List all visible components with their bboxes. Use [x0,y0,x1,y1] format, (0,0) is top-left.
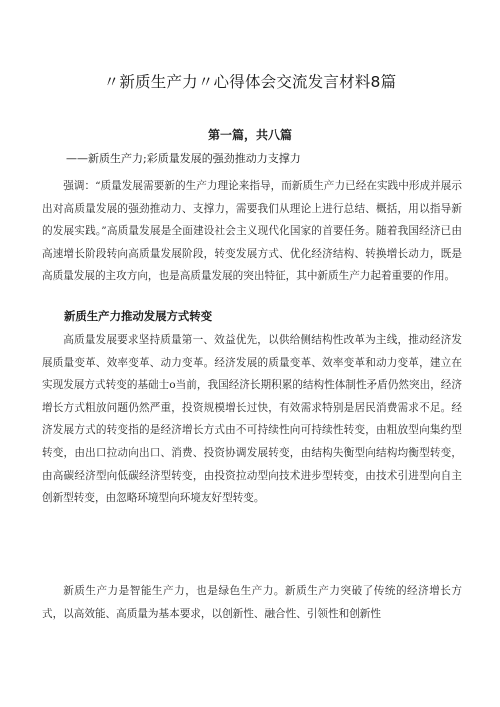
paragraph-green-productivity: 新质生产力是智能生产力，也是绿色生产力。新质生产力突破了传统的经济增长方式，以高效能、高质量为基本要求，以创新性、融合性、引领性和创新性 [42,585,462,620]
document-title: 〃新质生产力〃心得体会交流发言材料8篇 [103,73,397,91]
subheading-development-mode: 新质生产力推动发展方式转变 [64,309,213,323]
section-subtitle: ——新质生产力;彩质量发展的强劲推动力支撑力 [66,152,301,165]
paragraph-development-mode: 高质量发展要求坚持质量第一、效益优先，以供给侧结构性改革为主线，推动经济发展质量变革、效率变革、动力变革。经济发展的质量变革、效率变革和动力变革，建立在实现发展方式转变的基础士o当前，我国经济长期积累的结构性体制性矛盾仍然突出，经济增长方式粗放问题仍然严重，投资规模增长过快，有效需求特别是居民消费需求不足。经济发展方式的转变指的是经济增长方式由不可持续性向可持续性转变，由粗放型向集约型转变，由出口拉动向出口、消费、投资协调发展转变，由结构失衡型向结构均衡型转变，由高碳经济型向低碳经济型转变，由投资拉动型向技术进步型转变，由技术引进型向自主创新型转变，由忽略环境型向环境友好型转变。 [42,334,462,505]
paragraph-intro: 强调：“质量发展需要新的生产力理论来指导，而新质生产力已经在实践中形成并展示出对高质量发展的强劲推动力、支撑力，需要我们从理论上进行总结、概括，用以指导新的发展实践。”高质量发展是全面建设社会主义现代化国家的首要任务。随着我国经济已由高速增长阶段转向高质量发展阶段，转变发展方式、优化经济结构、转换增长动力，既是高质量发展的主攻方向，也是高质量发展的突出特征，其中新质生产力起着重要的作用。 [42,180,462,283]
section-heading: 第一篇，共八篇 [207,128,292,142]
